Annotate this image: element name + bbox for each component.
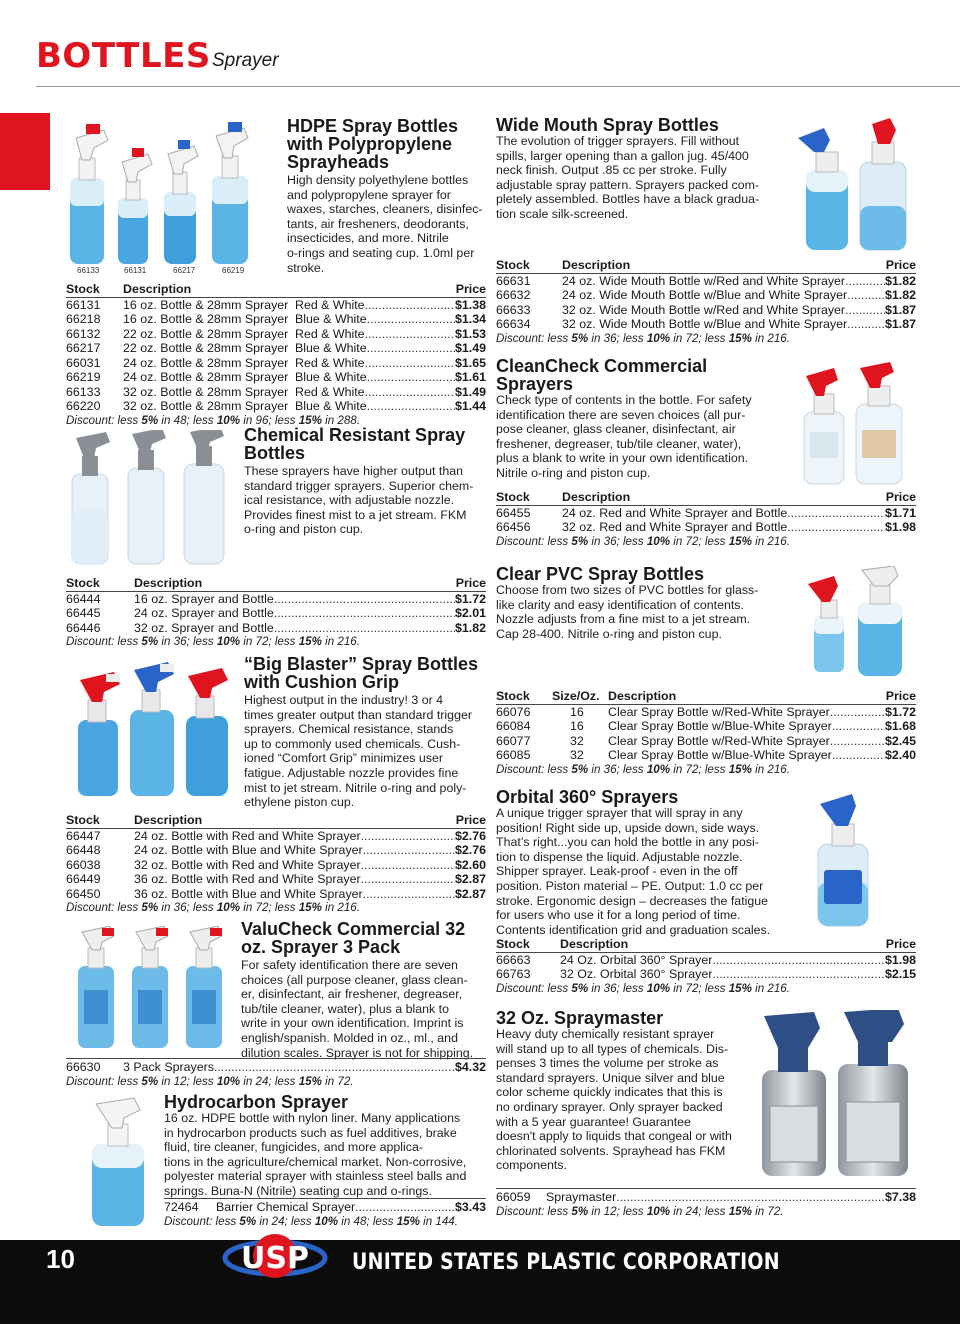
clear-pvc-bottles-image [800,566,912,678]
discount-note: Discount: less 5% in 24; less 10% in 48; less 15% in 144. [164,1214,458,1228]
company-name: UNITED STATES PLASTIC CORPORATION [352,1250,780,1275]
valucheck-section-text: ValuCheck Commercial 32 oz. Sprayer 3 Pack For safety identification there are seven choices (all purpose cleaner, glass clean- er, disinfectant, air freshener, degreaser, tub/tile cleaner, water), plus a blank to write in your own identification. Imprint is english/spanish. Molded in oz., ml., and dilution scales. Sprayer is not for shipping. [241,919,474,1060]
table-row: 66059 Spraymaster ..... $7.38 [496,1190,916,1205]
table-row: 66447 24 oz. Bottle with Red and White Sprayer ..... $2.76 [66,829,486,844]
table-row: 66219 24 oz. Bottle & 28mm Sprayer Blue & White ..... $1.61 [66,370,486,385]
big-blaster-section-text: “Big Blaster” Spray Bottles with Cushion Grip Highest output in the industry! 3 or 4 times greater output than standard trigger sprayers. Chemical resistance, stands up to commonly used chemicals. Cush- ioned “Comfort Grip” minimizes user fatigue. Adjustable nozzle provides fine mist to jet stream. Nitrile o-ring and poly- ethylene piston cup. [244,654,479,810]
table-row: 72464 Barrier Chemical Sprayer ..... $3.43 [164,1200,486,1215]
spraymaster-section-text: 32 Oz. Spraymaster Heavy duty chemically resistant sprayer will stand up to all types of chemicals. Dis- penses 3 times the volume per stroke as standard sprayers. Unique silver and blue color scheme quickly indicates that this is no ordinary sprayer. Only sprayer backed with a 5 year guarantee! Guarantee doesn't apply to liquids that congeal or with chlorinated solvents. Sprayhead has FKM components. [496,1008,732,1173]
table-row: 66449 36 oz. Bottle with Red and White Sprayer ..... $2.87 [66,872,486,887]
logo-text: USP [241,1241,309,1276]
hdpe-price-table: Stock Description Price 66131 16 oz. Bottle & 28mm Sprayer Red & White ..... $1.38 66218 16 oz. Bottle & 28mm Sprayer Blue & White ..... $1.34 66132 22 oz. Bottle & 28mm Sprayer Red & White ..... $1.53 66217 22 oz. Bottle & 28mm Sprayer Blue & White ..... $1.49 66031 24 oz. Bottle & 28mm Sprayer Red & White ..... $1.65 66219 24 oz. Bottle & 28mm Sprayer Blue & White ..... $1.61 66133 32 oz. Bottle & 28mm Sprayer Red & White ..... $1.49 66220 32 oz. Bottle & 28mm Sprayer Blue & White ..... $1.44 Discount: less 5% in 48; less 10% in 96; less 15% in 288. [66,282,486,428]
hdpe-bottles-image [64,118,254,268]
table-row: 66455 24 oz. Red and White Sprayer and Bottle ..... $1.71 [496,506,916,521]
table-row: 66133 32 oz. Bottle & 28mm Sprayer Red & White ..... $1.49 [66,385,486,400]
orbital-section-text: Orbital 360° Sprayers A unique trigger sprayer that will spray in any position! Right side up, upside down, side ways. That’s right...you can hold the bottle in any posi- tion to dispense the liquid. Adjustable nozzle. Shipper sprayer. Leak-proof - even in the off position. Piston material – PE. Output: 1.0 cc per stroke. Ergonomic design – decreases the fatigue for users who use it for a long period of time. Contents identification grid and graduation scales. [496,787,771,937]
wide-mouth-price-table: Stock Description Price 66631 24 oz. Wide Mouth Bottle w/Red and White Sprayer ..... $1.82 66632 24 oz. Wide Mouth Bottle w/Blue and White Sprayer ..... $1.82 66633 32 oz. Wide Mouth Bottle w/Red and White Sprayer ..... $1.87 66634 32 oz. Wide Mouth Bottle w/Blue and White Sprayer ..... $1.87 Discount: less 5% in 36; less 10% in 72; less 15% in 216. [496,258,916,346]
page-subtitle: Sprayer [212,50,279,71]
table-row: 66450 36 oz. Bottle with Blue and White Sprayer ..... $2.87 [66,887,486,902]
spraymaster-image [758,1010,918,1180]
table-row: 66445 24 oz. Sprayer and Bottle ..... $2.01 [66,606,486,621]
table-row: 66076 16 Clear Spray Bottle w/Red-White Sprayer ..... $1.72 [496,705,916,720]
image-label: 66217 [173,266,196,275]
table-row: 66444 16 oz. Sprayer and Bottle ..... $1.72 [66,592,486,607]
table-row: 66448 24 oz. Bottle with Blue and White Sprayer ..... $2.76 [66,843,486,858]
chemical-resistant-bottles-image [66,430,236,570]
page-number: 10 [46,1244,75,1274]
clear-pvc-section-text: Clear PVC Spray Bottles Choose from two sizes of PVC bottles for glass- like clarity and easy identification of contents. Nozzle adjusts from a fine mist to a jet stream. Cap 28-400. Nitrile o-ring and piston cup. [496,564,759,641]
orbital-price-table: Stock Description Price 66663 24 Oz. Orbital 360° Sprayer ..... $1.98 66763 32 Oz. Orbital 360° Sprayer ..... $2.15 Discount: less 5% in 36; less 10% in 72; less 15% in 216. [496,937,916,996]
discount-note: Discount: less 5% in 48; less 10% in 96; less 15% in 288. [66,413,360,427]
table-row: 66634 32 oz. Wide Mouth Bottle w/Blue and White Sprayer ..... $1.87 [496,317,916,332]
valucheck-price-table [66,1058,486,1089]
bottle-66133 [70,124,108,264]
hydrocarbon-section-text: Hydrocarbon Sprayer 16 oz. HDPE bottle with nylon liner. Many applications in hydrocarbon products such as fuel additives, brake fluid, tire cleaner, fungicides, and more applica- tions in the agriculture/chemical market. Non-corrosive, polyester material sprayer with stainless steel balls and springs. Buna-N (Nitrile) seating cup and o-rings. [164,1092,467,1198]
clear-pvc-price-table: Stock Size/Oz. Description Price 66076 16 Clear Spray Bottle w/Red-White Sprayer ..... $1.72 66084 16 Clear Spray Bottle w/Blue-White Sprayer ..... $1.68 66077 32 Clear Spray Bottle w/Red-White Sprayer ..... $2.45 66085 32 Clear Spray Bottle w/Blue-White Sprayer ..... $2.40 Discount: less 5% in 36; less 10% in 72; less 15% in 216. [496,689,916,777]
section-tab-marker [0,113,50,190]
image-label: 66131 [124,266,147,275]
table-row: 66038 32 oz. Bottle with Red and White Sprayer ..... $2.60 [66,858,486,873]
usp-logo [222,1228,328,1284]
section-heading: HDPE Spray Bottles with Polypropylene Sprayheads [287,116,459,172]
chemical-section-text: Chemical Resistant Spray Bottles These sprayers have higher output than standard trigger sprayers. Superior chem- ical resistance, with adjustable nozzle. Provides finest mist to a jet stream. FKM o-ring and piston cup. [244,425,474,537]
table-row: 66132 22 oz. Bottle & 28mm Sprayer Red & White ..... $1.53 [66,327,486,342]
big-blaster-bottles-image [74,660,234,800]
table-row: 66446 32 oz. Sprayer and Bottle ..... $1.82 [66,621,486,636]
image-label: 66133 [77,266,100,275]
table-row: 66633 32 oz. Wide Mouth Bottle w/Red and White Sprayer ..... $1.87 [496,303,916,318]
discount-note: Discount: less 5% in 36; less 10% in 72; less 15% in 216. [66,635,360,648]
header-divider [36,86,960,87]
image-label: 66219 [222,266,245,275]
discount-note: Discount: less 5% in 36; less 10% in 72; less 15% in 216. [496,534,790,548]
table-row: 66630 3 Pack Sprayers ..... $4.32 [66,1060,486,1075]
discount-note: Discount: less 5% in 12; less 10% in 24; less 15% in 72. [66,1074,354,1088]
cleancheck-section-text: CleanCheck Commercial Sprayers Check type of contents in the bottle. For safety identification there are seven choices (all pur- pose cleaner, glass cleaner, disinfectant, air freshener, degreaser, tub/tile cleaner, water), plus a blank to write in your own identification. Nitrile o-ring and piston cup. [496,356,752,480]
table-row: 66663 24 Oz. Orbital 360° Sprayer ..... $1.98 [496,953,916,968]
big-blaster-price-table: Stock Description Price 66447 24 oz. Bottle with Red and White Sprayer ..... $2.76 66448 24 oz. Bottle with Blue and White Sprayer ..... $2.76 66038 32 oz. Bottle with Red and White Sprayer ..... $2.60 66449 36 oz. Bottle with Red and White Sprayer ..... $2.87 66450 36 oz. Bottle with Blue and White Sprayer ..... $2.87 Discount: less 5% in 36; less 10% in 72; less 15% in 216. [66,813,486,916]
discount-note: Discount: less 5% in 12; less 10% in 24; less 15% in 72. [496,1204,784,1218]
discount-note: Discount: less 5% in 36; less 10% in 72; less 15% in 216. [496,981,790,995]
table-row: 66218 16 oz. Bottle & 28mm Sprayer Blue & White ..... $1.34 [66,312,486,327]
hydrocarbon-sprayer-image [84,1096,154,1228]
hdpe-section-text [287,117,487,275]
orbital-sprayer-image [808,790,878,930]
table-row: 66632 24 oz. Wide Mouth Bottle w/Blue and White Sprayer ..... $1.82 [496,288,916,303]
hydrocarbon-price-table [164,1198,486,1229]
discount-note: Discount: less 5% in 36; less 10% in 72; less 15% in 216. [66,901,360,914]
valucheck-3-pack-image [74,926,234,1052]
cleancheck-bottles-image [794,360,914,488]
table-row: 66220 32 oz. Bottle & 28mm Sprayer Blue & White ..... $1.44 [66,399,486,414]
table-row: 66031 24 oz. Bottle & 28mm Sprayer Red & White ..... $1.65 [66,356,486,371]
table-row: 66077 32 Clear Spray Bottle w/Red-White Sprayer ..... $2.45 [496,734,916,749]
table-row: 66217 22 oz. Bottle & 28mm Sprayer Blue & White ..... $1.49 [66,341,486,356]
table-row: 66084 16 Clear Spray Bottle w/Blue-White Sprayer ..... $1.68 [496,719,916,734]
spraymaster-price-table [496,1188,916,1219]
wide-mouth-bottles-image [794,114,914,254]
section-description: High density polyethylene bottles and polypropylene sprayer for waxes, starches, cleaners, disinfec- tants, air fresheners, deodorants, insecticides, and more. Nitrile o-rings and seating cup. 1.0ml per stroke. [287,173,483,275]
table-row: 66763 32 Oz. Orbital 360° Sprayer ..... $2.15 [496,967,916,982]
table-row: 66456 32 oz. Red and White Sprayer and Bottle ..... $1.98 [496,520,916,535]
table-row: 66631 24 oz. Wide Mouth Bottle w/Red and White Sprayer ..... $1.82 [496,274,916,289]
table-row: 66131 16 oz. Bottle & 28mm Sprayer Red & White ..... $1.38 [66,298,486,313]
table-row: 66085 32 Clear Spray Bottle w/Blue-White Sprayer ..... $2.40 [496,748,916,763]
cleancheck-price-table: Stock Description Price 66455 24 oz. Red and White Sprayer and Bottle ..... $1.71 66456 32 oz. Red and White Sprayer and Bottle ..... $1.98 Discount: less 5% in 36; less 10% in 72; less 15% in 216. [496,490,916,549]
discount-note: Discount: less 5% in 36; less 10% in 72; less 15% in 216. [496,762,790,776]
wide-mouth-section-text: Wide Mouth Spray Bottles The evolution of trigger sprayers. Fill without spills, larger opening than a gallon jug. 45/400 neck finish. Output .85 cc per stroke. Fully adjustable spray pattern. Sprayers packed com- pletely assembled. Bottles have a black gradua- tion scale silk-screened. [496,115,760,221]
chemical-price-table: Stock Description Price 66444 16 oz. Sprayer and Bottle ..... $1.72 66445 24 oz. Sprayer and Bottle ..... $2.01 66446 32 oz. Sprayer and Bottle ..... $1.82 Discount: less 5% in 36; less 10% in 72; less 15% in 216. [66,576,486,650]
discount-note: Discount: less 5% in 36; less 10% in 72; less 15% in 216. [496,331,790,345]
page-title: BOTTLES [36,36,211,76]
